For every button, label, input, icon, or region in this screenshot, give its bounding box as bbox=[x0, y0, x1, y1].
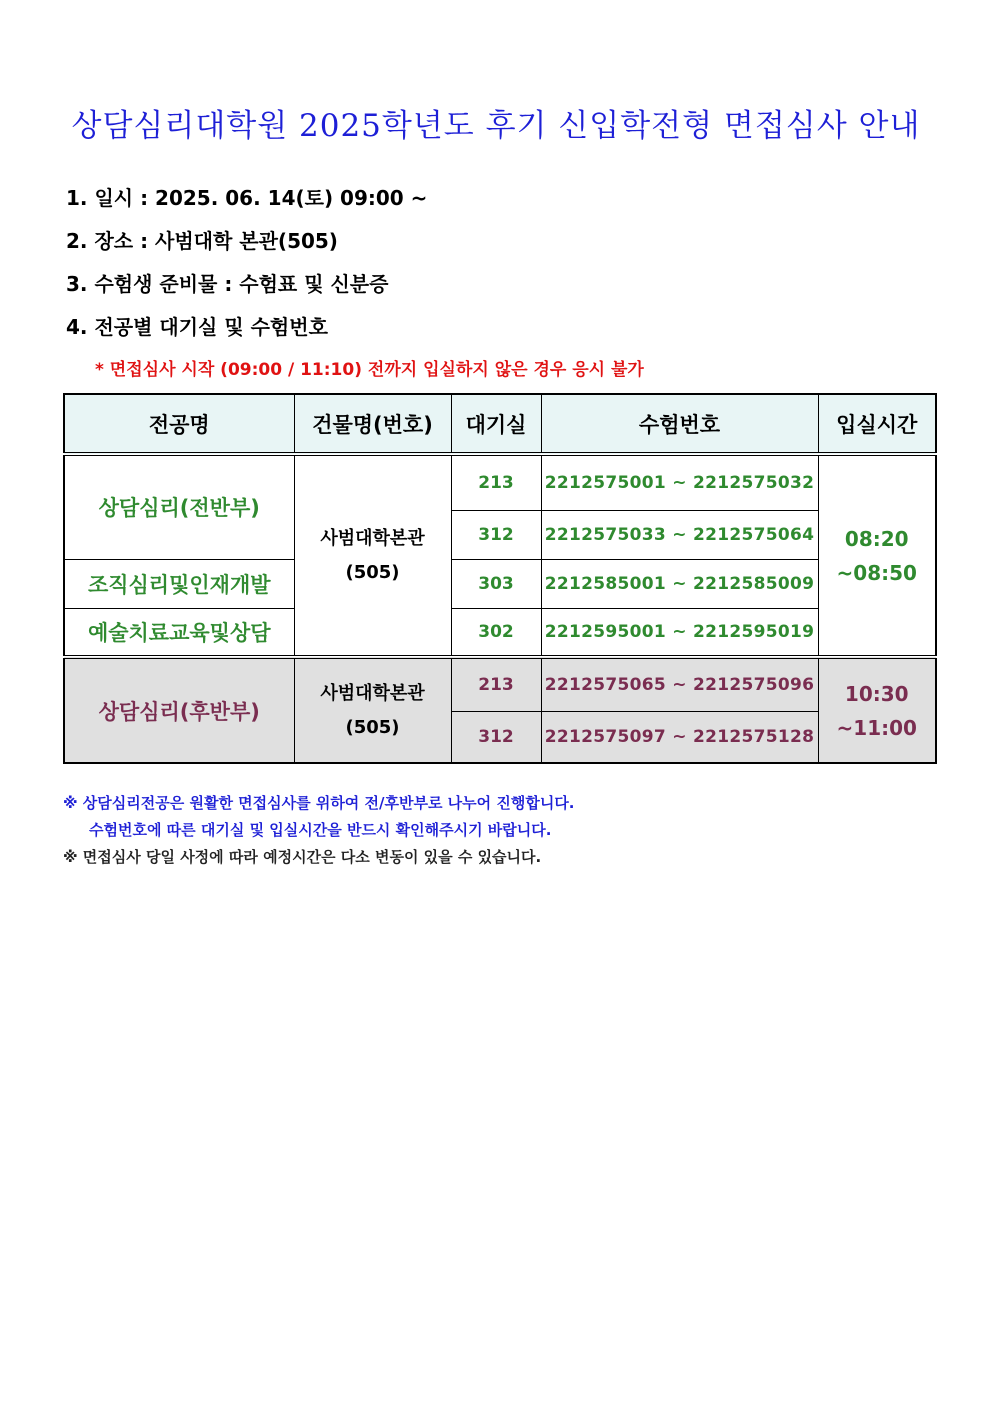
table-row bbox=[64, 608, 936, 657]
table-row bbox=[64, 454, 936, 510]
table-header-row bbox=[64, 394, 936, 454]
entry-time-end: ~08:50 bbox=[836, 560, 917, 585]
building-number: (505) bbox=[345, 716, 400, 738]
header-major: 전공명 bbox=[64, 394, 294, 454]
entry-time-start: 08:20 bbox=[844, 526, 909, 551]
header-entry-time: 입실시간 bbox=[818, 394, 936, 454]
info-place: 2. 장소 : 사범대학 본관(505) bbox=[66, 229, 338, 253]
footnotes bbox=[63, 790, 575, 871]
late-entry-notice: * 면접심사 시작 (09:00 / 11:10) 전까지 입실하지 않은 경우 응시 불가 bbox=[95, 360, 644, 380]
room-cell: 312 bbox=[451, 711, 541, 763]
exam-range-cell: 2212575065 ~ 2212575096 bbox=[541, 657, 818, 711]
footnote-split-sessions: ※ 상담심리전공은 원활한 면접심사를 위하여 전/후반부로 나누어 진행합니다. bbox=[63, 794, 575, 812]
exam-range-cell: 2212595001 ~ 2212595019 bbox=[541, 608, 818, 657]
room-cell: 213 bbox=[451, 454, 541, 510]
page-title: 상담심리대학원 2025학년도 후기 신입학전형 면접심사 안내 bbox=[71, 108, 921, 144]
entry-time-end: ~11:00 bbox=[836, 715, 917, 740]
building-name: 사범대학본관 bbox=[320, 527, 425, 549]
info-supplies: 3. 수험생 준비물 : 수험표 및 신분증 bbox=[66, 272, 389, 296]
footnote-check-room: 수험번호에 따른 대기실 및 입실시간을 반드시 확인해주시기 바랍니다. bbox=[89, 821, 552, 839]
schedule-table bbox=[63, 393, 937, 764]
room-cell: 312 bbox=[451, 510, 541, 559]
table-row bbox=[64, 657, 936, 711]
header-building: 건물명(번호) bbox=[294, 394, 451, 454]
entry-time-start: 10:30 bbox=[844, 681, 909, 706]
exam-range-cell: 2212575001 ~ 2212575032 bbox=[541, 454, 818, 510]
room-cell: 302 bbox=[451, 608, 541, 657]
building-cell bbox=[294, 657, 451, 763]
exam-range-cell: 2212585001 ~ 2212585009 bbox=[541, 559, 818, 608]
major-counseling-early: 상담심리(전반부) bbox=[64, 454, 294, 559]
info-date: 1. 일시 : 2025. 06. 14(토) 09:00 ~ bbox=[66, 186, 428, 210]
info-rooms-heading: 4. 전공별 대기실 및 수험번호 bbox=[66, 315, 328, 339]
major-org-psych: 조직심리및인재개발 bbox=[64, 559, 294, 608]
table-row bbox=[64, 559, 936, 608]
footnote-schedule-change: ※ 면접심사 당일 사정에 따라 예정시간은 다소 변동이 있을 수 있습니다. bbox=[63, 848, 542, 866]
exam-range-cell: 2212575033 ~ 2212575064 bbox=[541, 510, 818, 559]
major-counseling-late: 상담심리(후반부) bbox=[64, 657, 294, 763]
info-list bbox=[66, 182, 427, 354]
building-name: 사범대학본관 bbox=[320, 682, 425, 704]
room-cell: 213 bbox=[451, 657, 541, 711]
major-art-therapy: 예술치료교육및상담 bbox=[64, 608, 294, 657]
building-cell bbox=[294, 454, 451, 657]
entry-time-cell bbox=[818, 657, 936, 763]
exam-range-cell: 2212575097 ~ 2212575128 bbox=[541, 711, 818, 763]
header-room: 대기실 bbox=[451, 394, 541, 454]
room-cell: 303 bbox=[451, 559, 541, 608]
entry-time-cell bbox=[818, 454, 936, 657]
header-exam-number: 수험번호 bbox=[541, 394, 818, 454]
building-number: (505) bbox=[345, 561, 400, 583]
